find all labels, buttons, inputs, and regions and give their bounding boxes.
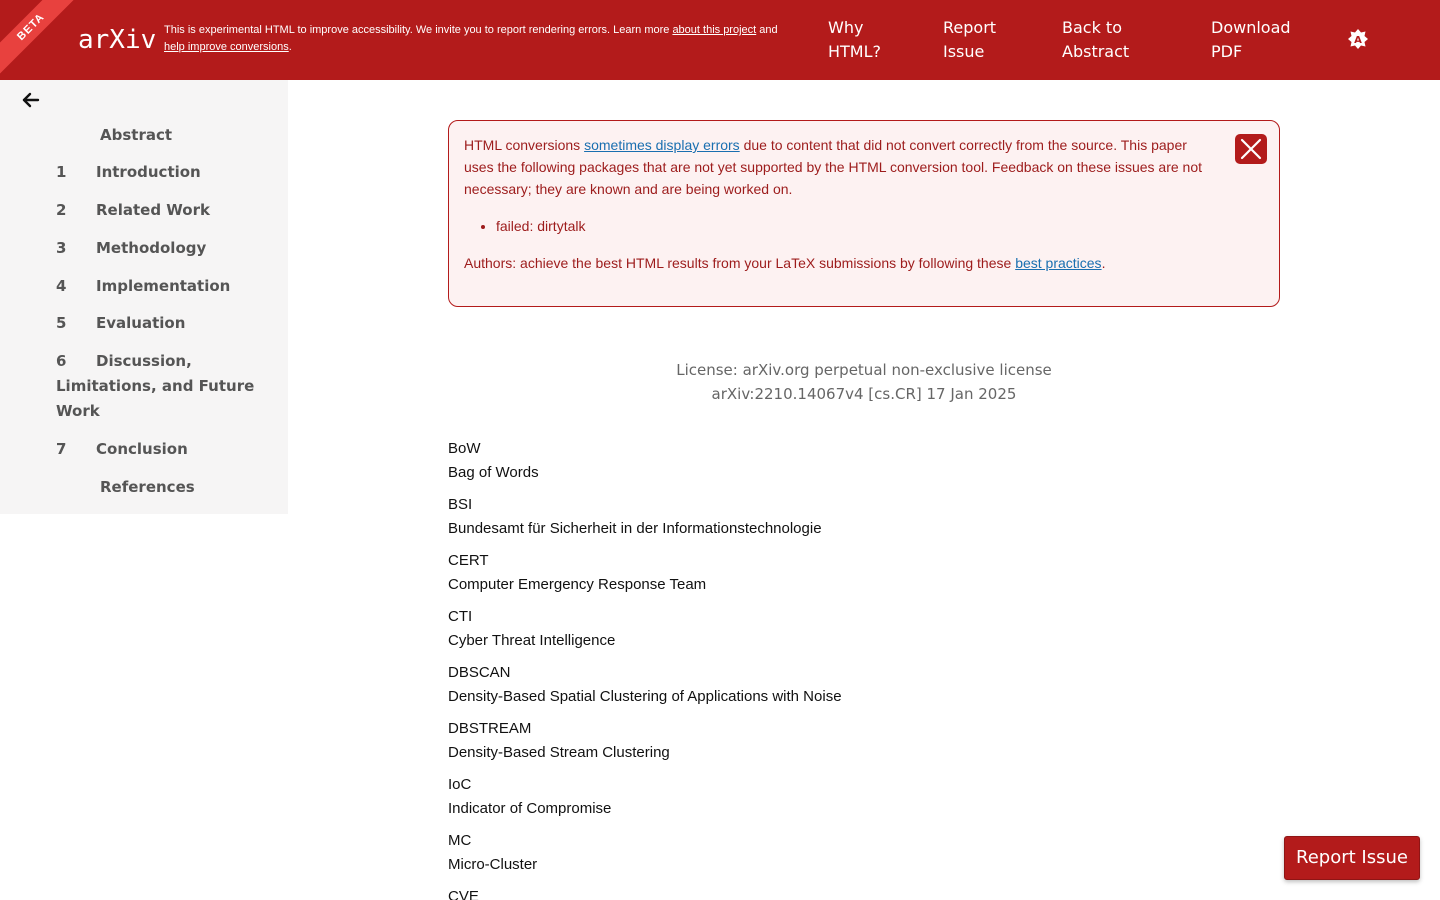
- glossary-term: CTI: [448, 608, 473, 625]
- close-warning-button[interactable]: [1235, 134, 1267, 164]
- glossary-definition: Cyber Threat Intelligence: [448, 632, 616, 649]
- experimental-notice: This is experimental HTML to improve accessibility. We invite you to report rendering errors. Learn more about this project and help improve conversions.: [164, 24, 778, 53]
- toc-sidebar: [0, 80, 288, 900]
- beta-ribbon: BETA: [0, 0, 85, 81]
- glossary-term: DBSTREAM: [448, 720, 532, 737]
- report-issue-button[interactable]: Report Issue: [1284, 836, 1420, 880]
- glossary-definition: Computer Emergency Response Team: [448, 576, 707, 593]
- toc-references[interactable]: References: [100, 478, 195, 496]
- conversion-warning: [448, 120, 1280, 307]
- license-line: License: arXiv.org perpetual non-exclusive license: [676, 361, 1052, 379]
- nav-download-pdf[interactable]: Download PDF: [1211, 18, 1291, 61]
- theme-toggle-icon[interactable]: [1346, 27, 1370, 51]
- failed-package-item: • failed: dirtytalk: [496, 215, 1219, 237]
- warning-text: HTML conversions sometimes display errors due to content that did not convert correctly from the source. This paper uses the following packages that are not yet supported by the HTML conversion tool. Feedback on these issues are not necessary; they are known and are being worked on.: [464, 137, 1203, 197]
- nav-report-issue[interactable]: Report Issue: [943, 18, 997, 61]
- help-improve-link[interactable]: help improve conversions: [164, 41, 289, 53]
- close-icon: [1235, 134, 1267, 164]
- toc-item-methodology[interactable]: 3 Methodology: [56, 239, 207, 257]
- toc-item-related-work[interactable]: 2 Related Work: [56, 201, 210, 219]
- arrow-left-icon[interactable]: [20, 89, 42, 111]
- license-info: [448, 358, 1280, 406]
- authors-note: Authors: achieve the best HTML results from your LaTeX submissions by following these best practices.: [464, 255, 1106, 271]
- glossary-definition: Bundesamt für Sicherheit in der Informationstechnologie: [448, 520, 822, 537]
- glossary-term: DBSCAN: [448, 664, 511, 681]
- failed-packages-list: [496, 215, 1219, 237]
- toc-item-evaluation[interactable]: 5 Evaluation: [56, 314, 186, 332]
- svg-text:A: A: [1354, 35, 1362, 46]
- glossary-term: IoC: [448, 776, 472, 793]
- glossary-definition: Micro-Cluster: [448, 856, 538, 873]
- logo-text: arXiv: [78, 25, 157, 55]
- glossary-term: CVE: [448, 888, 479, 900]
- glossary-term: MC: [448, 832, 472, 849]
- toc-item-conclusion[interactable]: 7 Conclusion: [56, 440, 188, 458]
- acronym-glossary: [448, 437, 1268, 900]
- nav-why-html[interactable]: Why HTML?: [828, 18, 882, 61]
- glossary-definition: Density-Based Spatial Clustering of Applications with Noise: [448, 688, 842, 705]
- toc-item-introduction[interactable]: 1 Introduction: [56, 163, 201, 181]
- top-banner: [0, 0, 1440, 80]
- toc-item-implementation[interactable]: 4 Implementation: [56, 277, 231, 295]
- glossary-term: BoW: [448, 440, 481, 457]
- glossary-term: BSI: [448, 496, 473, 513]
- nav-back-to-abstract[interactable]: Back to Abstract: [1062, 18, 1130, 61]
- toc-item-discussion[interactable]: 6 Discussion, Limitations, and Future Work: [56, 352, 255, 420]
- glossary-definition: Indicator of Compromise: [448, 800, 612, 817]
- about-project-link[interactable]: about this project: [672, 24, 757, 36]
- display-errors-link[interactable]: sometimes display errors: [584, 137, 740, 153]
- glossary-definition: Bag of Words: [448, 464, 539, 481]
- arxiv-id-line: arXiv:2210.14067v4 [cs.CR] 17 Jan 2025: [711, 385, 1017, 403]
- best-practices-link[interactable]: best practices: [1015, 255, 1102, 271]
- arxiv-logo[interactable]: [78, 22, 157, 58]
- glossary-definition: Density-Based Stream Clustering: [448, 744, 670, 761]
- glossary-term: CERT: [448, 552, 489, 569]
- toc-abstract[interactable]: Abstract: [100, 126, 173, 144]
